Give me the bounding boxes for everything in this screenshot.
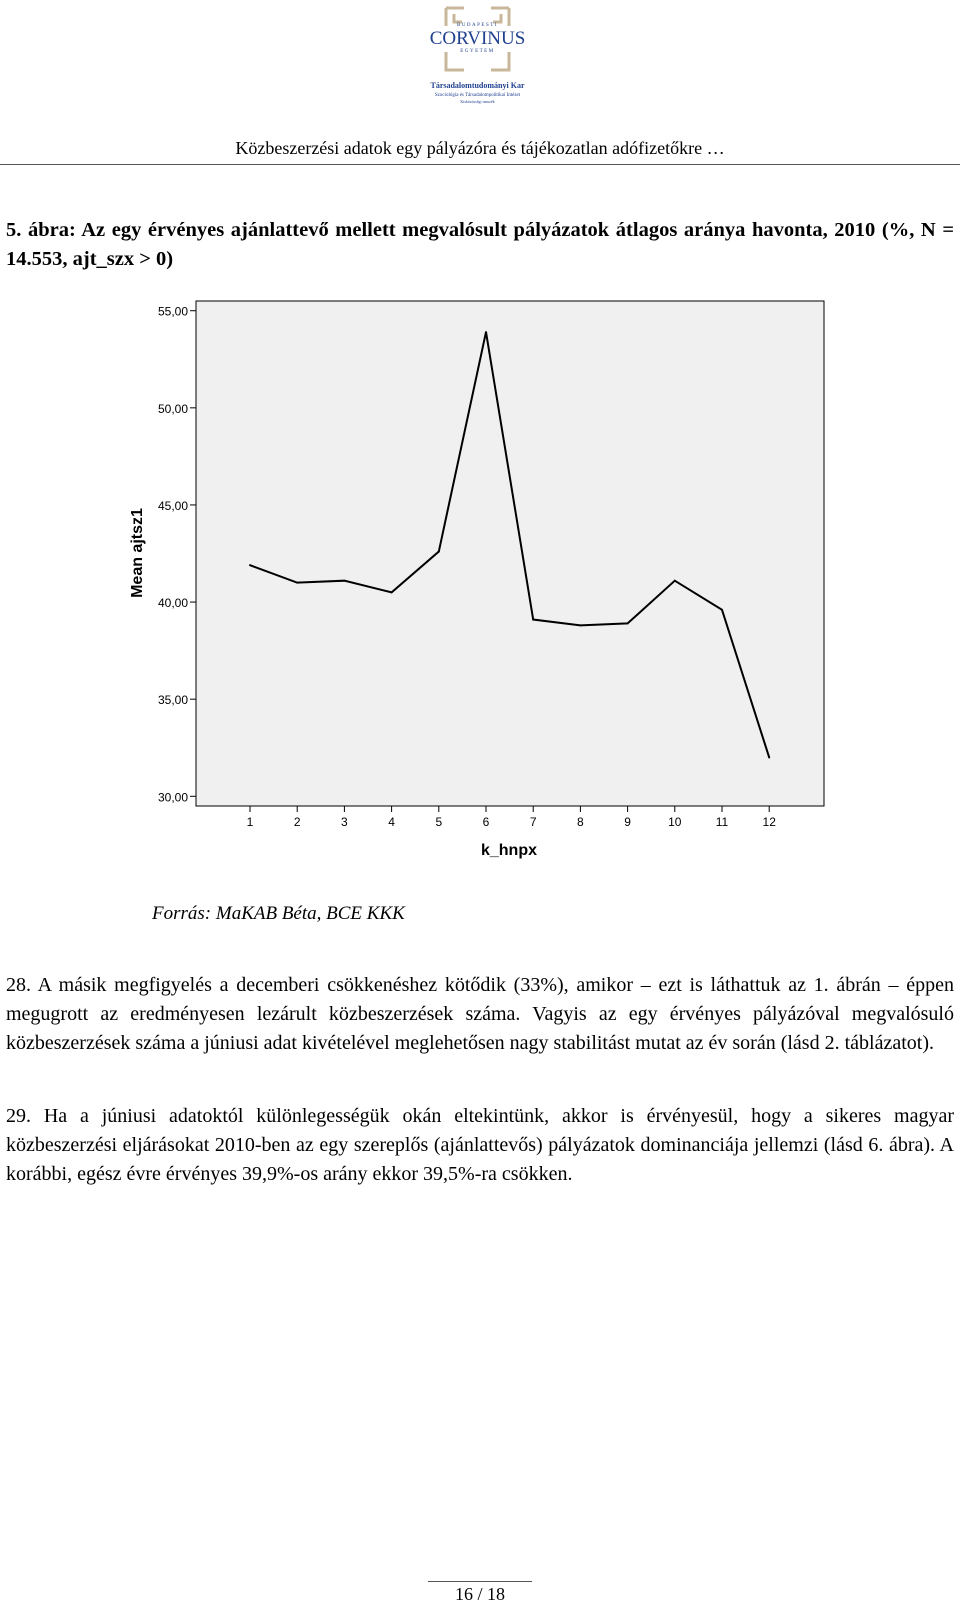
logo-line3: EGYETEM [460,49,495,54]
y-tick-label: 45,00 [157,498,188,513]
logo-line1: BUDAPESTI [456,23,499,28]
x-tick-label: 7 [529,815,537,829]
running-title: Közbeszerzési adatok egy pályázóra és tájékozatlan adófizetőkre … [235,138,725,158]
logo-line4: Társadalomtudományi Kar [430,81,525,90]
data-point [296,582,298,584]
x-tick-label: 12 [762,815,776,829]
y-tick-label: 40,00 [157,596,188,611]
data-point [438,551,440,553]
figure-source: Forrás: MaKAB Béta, BCE KKK [152,903,405,924]
header-divider [0,164,960,165]
y-axis [158,305,196,805]
data-point [343,580,345,582]
x-tick-label: 1 [246,815,254,829]
data-point [674,580,676,582]
x-tick-label: 4 [388,815,395,829]
logo-line5: Szociológia és Társadalompolitikai Intézet [434,93,521,98]
figure-caption: 5. ábra: Az egy érvényes ajánlattevő mellett megvalósult pályázatok átlagos aránya havonta, 2010 (%, N = 14.553, ajt_szx > 0) [6,219,954,270]
y-axis-label: Mean ajtsz1 [129,508,146,598]
paragraph-28: 28. A másik megfigyelés a decemberi csökkenéshez kötődik (33%), amikor – ezt is láthattuk az 1. ábrán – éppen megugrott az eredményesen lezárult közbeszerzések száma. Vagyis az egy érvényes pályázóval megvalósuló közbeszerzések száma a júniusi adat kivételével meglehetősen nagy stabilitást mutat az év során (lásd 2. táblázatot). [6,974,954,1054]
plot-area [196,301,824,806]
footer-divider [428,1581,532,1582]
page-number: 16 / 18 [454,1584,505,1604]
data-point [579,624,581,626]
data-point [485,331,487,333]
y-tick-label: 50,00 [157,401,188,416]
x-tick-label: 2 [293,815,301,829]
x-tick-label: 10 [668,815,682,829]
y-tick-label: 35,00 [157,693,188,708]
x-tick-label: 6 [482,815,490,829]
x-tick-label: 5 [435,815,443,829]
y-tick-label: 30,00 [157,790,188,805]
line-chart [0,295,960,875]
data-point [391,591,393,593]
data-point [627,622,629,624]
logo-line6: Kisközösségi tanszék [460,99,495,104]
data-point [532,619,534,621]
y-tick-label: 55,00 [157,304,188,319]
x-tick-label: 8 [577,815,584,829]
logo-line2: CORVINUS [429,28,526,49]
data-point [721,609,723,611]
x-tick-label: 9 [624,815,631,829]
paragraph-29: 29. Ha a júniusi adatoktól különlegességük okán eltekintünk, akkor is érvényesül, hogy a sikeres magyar közbeszerzési eljárásokat 2010-ben az egy szereplős (ajánlattevős) pályázatok dominanciája jellemzi (lásd 6. ábra). A korábbi, egész évre érvényes 39,9%-os arány ekkor 39,5%-ra csökken. [6,1105,954,1185]
university-logo [410,4,545,106]
x-tick-label: 3 [341,815,348,829]
x-tick-label: 11 [715,815,729,829]
data-point [249,564,251,566]
data-point [768,756,770,758]
x-axis [247,806,777,829]
x-axis-label: k_hnpx [480,842,538,859]
